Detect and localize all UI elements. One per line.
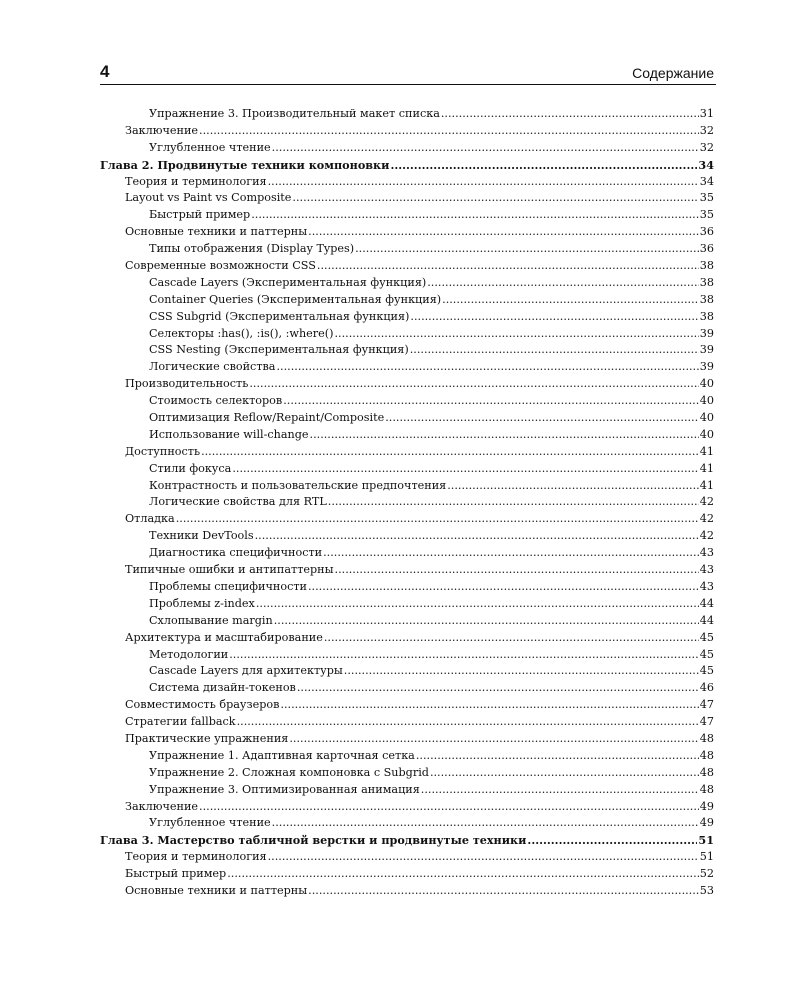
toc-page-number: 40	[699, 377, 714, 391]
toc-entry-row	[100, 123, 714, 140]
toc-entry-row	[100, 359, 714, 376]
toc-entry-title: Совместимость браузеров	[125, 698, 280, 712]
toc-entry-title: Заключение	[125, 123, 199, 137]
toc-entry-row	[100, 427, 714, 444]
toc-entry-row	[100, 326, 714, 343]
toc-entry-row	[100, 680, 714, 697]
toc-entry-row	[100, 765, 714, 782]
toc-entry-title: Углубленное чтение	[149, 140, 271, 154]
toc-entry-title: Логические свойства для RTL	[149, 495, 327, 509]
toc-page-number: 38	[699, 292, 714, 306]
toc-entry-row	[100, 630, 714, 647]
toc-page-number: 43	[699, 579, 714, 593]
toc-page-number: 31	[699, 107, 714, 120]
toc-entry-title: Углубленное чтение	[149, 816, 271, 830]
toc-entry-row	[100, 714, 714, 731]
toc-page-number: 45	[699, 664, 714, 678]
dot-leader	[201, 444, 699, 461]
toc-entry-title: CSS Nesting (Экспериментальная функция)	[149, 343, 409, 357]
dot-leader	[317, 258, 699, 275]
dot-leader	[199, 123, 699, 140]
dot-leader	[237, 714, 699, 731]
toc-entry-title: Теория и терминология	[125, 174, 267, 188]
toc-page-number: 48	[699, 748, 714, 762]
toc-page-number: 40	[699, 411, 714, 425]
toc-entry-row	[100, 731, 714, 748]
dot-leader	[328, 494, 699, 511]
toc-entry-row	[100, 613, 714, 630]
toc-page-number: 48	[699, 765, 714, 779]
toc-entry-row	[100, 545, 714, 562]
dot-leader	[232, 461, 698, 478]
toc-page-number: 39	[699, 343, 714, 357]
toc-page-number: 51	[698, 833, 714, 848]
toc-entry-title: Селекторы :has(), :is(), :where()	[149, 326, 334, 340]
toc-entry-row	[100, 292, 714, 309]
toc-entry-row	[100, 494, 714, 511]
toc-page-number: 45	[699, 647, 714, 661]
toc-entry-row	[100, 478, 714, 495]
toc-entry-row	[100, 140, 714, 157]
toc-page-number: 48	[699, 731, 714, 745]
toc-page-number: 48	[699, 782, 714, 796]
toc-entry-title: Техники DevTools	[149, 529, 254, 543]
toc-entry-title: Контрастность и пользовательские предпочтения	[149, 478, 447, 492]
toc-entry-title: Практические упражнения	[125, 731, 289, 745]
toc-page-number: 39	[699, 326, 714, 340]
toc-entry-row	[100, 393, 714, 410]
toc-entry-title: Основные техники и паттерны	[125, 225, 308, 239]
dot-leader	[268, 174, 699, 191]
toc-page-number: 40	[699, 427, 714, 441]
toc-entry-title: Упражнение 3. Оптимизированная анимация	[149, 782, 420, 796]
toc-page-number: 45	[699, 630, 714, 644]
dot-leader	[323, 545, 699, 562]
dot-leader	[255, 528, 699, 545]
dot-leader	[527, 832, 697, 849]
dot-leader	[355, 241, 699, 258]
toc-entry-title: Стратегии fallback	[125, 715, 236, 729]
dot-leader	[442, 292, 699, 309]
toc-page-number: 49	[699, 799, 714, 813]
toc-entry-title: Быстрый пример	[149, 208, 251, 222]
toc-page-number: 35	[699, 191, 714, 205]
toc-entry-title: Упражнение 3. Производительный макет списка	[149, 107, 440, 120]
toc-entry-row	[100, 883, 714, 900]
toc-entry-row	[100, 647, 714, 664]
toc-entry-row	[100, 444, 714, 461]
toc-entry-title: Cascade Layers для архитектуры	[149, 664, 343, 678]
dot-leader	[308, 224, 699, 241]
dot-leader	[297, 680, 699, 697]
toc-entry-title: Глава 3. Мастерство табличной верстки и продвинутые техники	[100, 833, 527, 848]
toc-entry-title: Container Queries (Экспериментальная функция)	[149, 292, 442, 306]
toc-page-number: 52	[699, 867, 714, 881]
toc-entry-row	[100, 562, 714, 579]
toc-page-number: 44	[699, 613, 714, 627]
toc-entry-row	[100, 748, 714, 765]
toc-chapter-row	[100, 157, 714, 174]
toc-page-number: 36	[699, 242, 714, 256]
dot-leader	[430, 765, 699, 782]
toc-entry-title: Проблемы специфичности	[149, 579, 307, 593]
dot-leader	[308, 883, 699, 900]
dot-leader	[289, 731, 698, 748]
toc-entry-title: Стили фокуса	[149, 461, 232, 475]
toc-entry-title: Основные техники и паттерны	[125, 883, 308, 897]
dot-leader	[229, 647, 699, 664]
dot-leader	[421, 782, 699, 799]
dot-leader	[276, 359, 698, 376]
dot-leader	[410, 342, 699, 359]
dot-leader	[251, 207, 699, 224]
toc-page-number: 47	[699, 698, 714, 712]
toc-entry-title: Layout vs Paint vs Composite	[125, 191, 292, 205]
toc-page-number: 32	[699, 140, 714, 154]
toc-entry-row	[100, 579, 714, 596]
toc-entry-title: Логические свойства	[149, 360, 276, 374]
toc-entry-title: Методологии	[149, 647, 229, 661]
toc-entry-title: Упражнение 2. Сложная компоновка с Subgrid	[149, 765, 429, 779]
toc-entry-title: Стоимость селекторов	[149, 394, 283, 408]
toc-entry-row	[100, 207, 714, 224]
toc-page-number: 42	[699, 495, 714, 509]
toc-entry-title: Диагностика специфичности	[149, 546, 323, 560]
toc-page-number: 42	[699, 529, 714, 543]
dot-leader	[335, 562, 699, 579]
toc-entry-title: Теория и терминология	[125, 850, 267, 864]
toc-page-number: 47	[699, 715, 714, 729]
toc-page-number: 32	[699, 123, 714, 137]
toc-entry-title: Доступность	[125, 444, 201, 458]
table-of-contents	[100, 106, 714, 900]
toc-entry-title: Оптимизация Reflow/Repaint/Composite	[149, 411, 385, 425]
toc-entry-title: Упражнение 1. Адаптивная карточная сетка	[149, 748, 415, 762]
toc-entry-row	[100, 190, 714, 207]
toc-entry-row	[100, 461, 714, 478]
dot-leader	[390, 157, 697, 174]
dot-leader	[283, 393, 699, 410]
toc-entry-title: Система дизайн-токенов	[149, 681, 296, 695]
toc-entry-title: CSS Subgrid (Экспериментальная функция)	[149, 309, 410, 323]
dot-leader	[441, 106, 699, 123]
dot-leader	[249, 376, 698, 393]
toc-page-number: 49	[699, 816, 714, 830]
toc-entry-row	[100, 799, 714, 816]
toc-page-number: 41	[699, 461, 714, 475]
toc-page-number: 43	[699, 563, 714, 577]
toc-page-number: 39	[699, 360, 714, 374]
toc-entry-title: Глава 2. Продвинутые техники компоновки	[100, 157, 390, 172]
toc-entry-row	[100, 342, 714, 359]
toc-entry-title: Схлопывание margin	[149, 613, 273, 627]
toc-entry-row	[100, 782, 714, 799]
toc-entry-title: Использование will-change	[149, 427, 309, 441]
toc-page-number: 46	[699, 681, 714, 695]
toc-entry-row	[100, 258, 714, 275]
toc-entry-row	[100, 309, 714, 326]
toc-entry-title: Отладка	[125, 512, 175, 526]
toc-page-number: 34	[699, 174, 714, 188]
toc-page-number: 51	[699, 850, 714, 864]
toc-page-number: 44	[699, 596, 714, 610]
toc-page-number: 43	[699, 546, 714, 560]
toc-entry-row	[100, 849, 714, 866]
toc-entry-title: Cascade Layers (Экспериментальная функция)	[149, 275, 427, 289]
dot-leader	[292, 190, 698, 207]
toc-entry-row	[100, 376, 714, 393]
toc-entry-title: Архитектура и масштабирование	[125, 630, 323, 644]
dot-leader	[447, 478, 699, 495]
toc-page-number: 40	[699, 394, 714, 408]
dot-leader	[410, 309, 698, 326]
toc-entry-title: Быстрый пример	[125, 867, 227, 881]
toc-entry-row	[100, 697, 714, 714]
dot-leader	[310, 427, 699, 444]
dot-leader	[256, 596, 699, 613]
dot-leader	[272, 140, 699, 157]
toc-page-number: 35	[699, 208, 714, 222]
toc-page-number: 42	[699, 512, 714, 526]
dot-leader	[324, 630, 699, 647]
toc-entry-title: Современные возможности CSS	[125, 259, 316, 273]
toc-page-number: 38	[699, 275, 714, 289]
toc-entry-title: Заключение	[125, 799, 199, 813]
toc-page-number: 41	[699, 444, 714, 458]
toc-entry-title: Типы отображения (Display Types)	[149, 242, 355, 256]
toc-page-number: 53	[699, 883, 714, 897]
dot-leader	[416, 748, 699, 765]
running-title: Содержание	[632, 65, 714, 81]
dot-leader	[176, 511, 699, 528]
toc-chapter-row	[100, 832, 714, 849]
toc-entry-title: Производительность	[125, 377, 249, 391]
toc-entry-row	[100, 174, 714, 191]
toc-page-number: 36	[699, 225, 714, 239]
dot-leader	[427, 275, 699, 292]
dot-leader	[268, 849, 699, 866]
page-header	[100, 62, 716, 85]
toc-entry-row	[100, 528, 714, 545]
toc-entry-row	[100, 511, 714, 528]
toc-entry-row	[100, 224, 714, 241]
dot-leader	[280, 697, 698, 714]
toc-entry-row	[100, 596, 714, 613]
dot-leader	[344, 663, 699, 680]
dot-leader	[272, 815, 699, 832]
dot-leader	[227, 866, 699, 883]
dot-leader	[274, 613, 699, 630]
toc-entry-row	[100, 106, 714, 123]
toc-entry-row	[100, 866, 714, 883]
toc-entry-row	[100, 275, 714, 292]
toc-entry-row	[100, 663, 714, 680]
toc-entry-title: Типичные ошибки и антипаттерны	[125, 563, 334, 577]
toc-entry-row	[100, 410, 714, 427]
toc-entry-title: Проблемы z-index	[149, 596, 255, 610]
toc-entry-row	[100, 241, 714, 258]
toc-page-number: 41	[699, 478, 714, 492]
toc-page-number: 34	[698, 157, 714, 172]
dot-leader	[334, 326, 698, 343]
dot-leader	[308, 579, 699, 596]
toc-page-number: 38	[699, 259, 714, 273]
toc-entry-row	[100, 815, 714, 832]
toc-page-number: 38	[699, 309, 714, 323]
dot-leader	[385, 410, 699, 427]
page-number: 4	[100, 62, 110, 81]
dot-leader	[199, 799, 699, 816]
